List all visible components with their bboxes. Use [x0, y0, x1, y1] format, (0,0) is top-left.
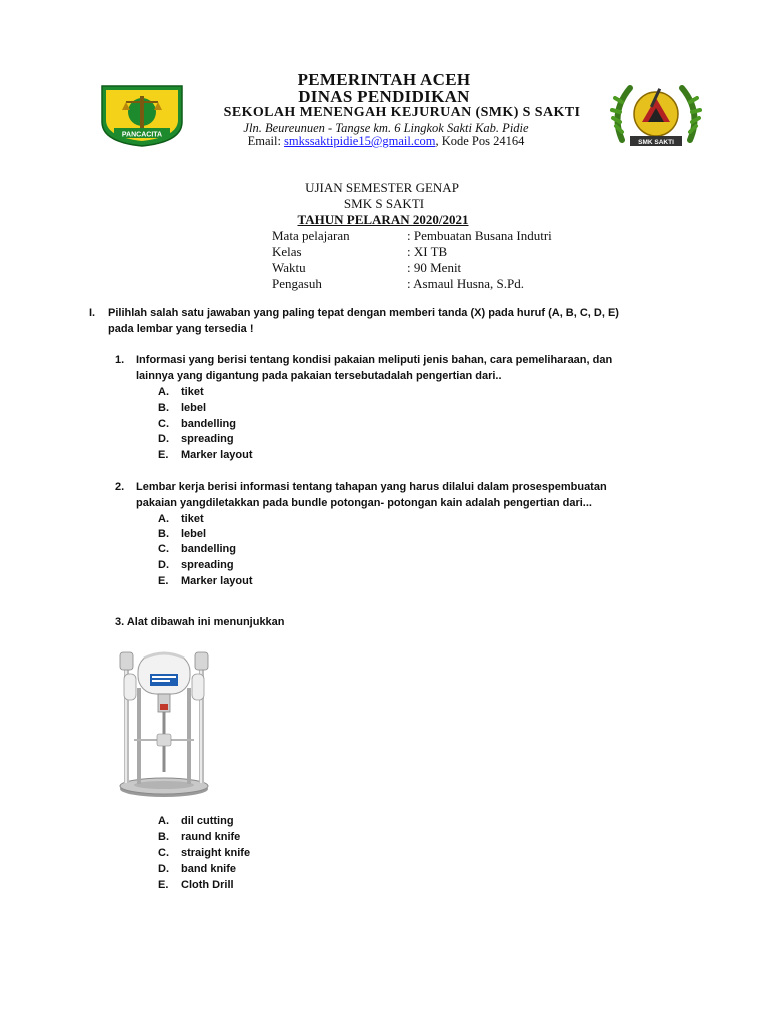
option-letter: D.	[158, 863, 169, 875]
question-2-text-line1: Lembar kerja berisi informasi tentang tahapan yang harus dilalui dalam prosespembuatan	[136, 481, 607, 493]
option-text: Marker layout	[181, 575, 253, 587]
option-letter: A.	[158, 386, 169, 398]
option-letter: B.	[158, 831, 169, 843]
letterhead-school-name: SEKOLAH MENENGAH KEJURUAN (SMK) S SAKTI	[223, 105, 581, 120]
letterhead-department: DINAS PENDIDIKAN	[298, 87, 470, 106]
option-letter: C.	[158, 847, 169, 859]
option-text: dil cutting	[181, 815, 234, 827]
info-value: : Asmaul Husna, S.Pd.	[407, 276, 525, 291]
cloth-drill-image	[114, 648, 214, 800]
option-letter: C.	[158, 418, 169, 430]
exam-year: TAHUN PELARAN 2020/2021	[297, 212, 469, 227]
section-number: I.	[89, 307, 96, 319]
option-letter: C.	[158, 543, 169, 555]
info-key: Mata pelajaran	[272, 228, 350, 243]
option-text: band knife	[181, 863, 237, 875]
question-3-text: 3. Alat dibawah ini menunjukkan	[115, 616, 285, 628]
option-letter: E.	[158, 575, 169, 587]
info-key: Pengasuh	[272, 276, 322, 291]
info-key: Waktu	[272, 260, 306, 275]
info-value: : 90 Menit	[407, 260, 462, 275]
section-instruction-line1: Pilihlah salah satu jawaban yang paling tepat dengan memberi tanda (X) pada huruf (A, B, C, D, E)	[108, 307, 619, 319]
question-1-number: 1.	[115, 354, 125, 366]
option-text: tiket	[181, 386, 204, 398]
info-value: : Pembuatan Busana Indutri	[407, 228, 552, 243]
exam-title: UJIAN SEMESTER GENAP	[305, 180, 459, 195]
option-text: Cloth Drill	[181, 879, 234, 891]
question-2-text-line2: pakaian yangdiletakkan pada bundle potongan- potongan kain adalah pengertian dari...	[136, 497, 592, 509]
option-text: bandelling	[181, 418, 236, 430]
option-letter: E.	[158, 449, 169, 461]
option-letter: D.	[158, 433, 169, 445]
option-letter: B.	[158, 528, 169, 540]
option-text: straight knife	[181, 847, 251, 859]
option-text: spreading	[181, 559, 234, 571]
option-text: lebel	[181, 402, 207, 414]
option-text: bandelling	[181, 543, 236, 555]
option-letter: B.	[158, 402, 169, 414]
info-value: : XI TB	[407, 244, 448, 259]
question-1-text-line1: Informasi yang berisi tentang kondisi pakaian meliputi jenis bahan, cara pemeliharaan, dan	[136, 354, 613, 366]
letterhead-government: PEMERINTAH ACEH	[297, 70, 471, 89]
option-text: spreading	[181, 433, 234, 445]
section-instruction-line2: pada lembar yang tersedia !	[108, 323, 254, 335]
option-letter: A.	[158, 513, 169, 525]
option-text: lebel	[181, 528, 207, 540]
question-1-text-line2: lainnya yang digantung pada pakaian tersebutadalah pengertian dari..	[136, 370, 502, 382]
email-link[interactable]: smkssaktipidie15@gmail.com	[284, 134, 436, 148]
postal-code: , Kode Pos 24164	[435, 134, 525, 148]
question-2-number: 2.	[115, 481, 125, 493]
option-text: tiket	[181, 513, 204, 525]
pancacita-logo-text: PANCACITA	[121, 131, 163, 139]
smk-sakti-logo	[608, 78, 704, 152]
option-text: Marker layout	[181, 449, 253, 461]
letterhead-address: Jln. Beureunuen - Tangse km. 6 Lingkok Sakti Kab. Pidie	[243, 121, 529, 135]
option-text: raund knife	[181, 831, 241, 843]
option-letter: D.	[158, 559, 169, 571]
option-letter: E.	[158, 879, 169, 891]
info-key: Kelas	[272, 244, 302, 259]
smk-sakti-logo-text: SMK SAKTI	[638, 139, 674, 146]
option-letter: A.	[158, 815, 169, 827]
exam-school: SMK S SAKTI	[343, 196, 425, 211]
email-label: Email:	[247, 134, 285, 148]
